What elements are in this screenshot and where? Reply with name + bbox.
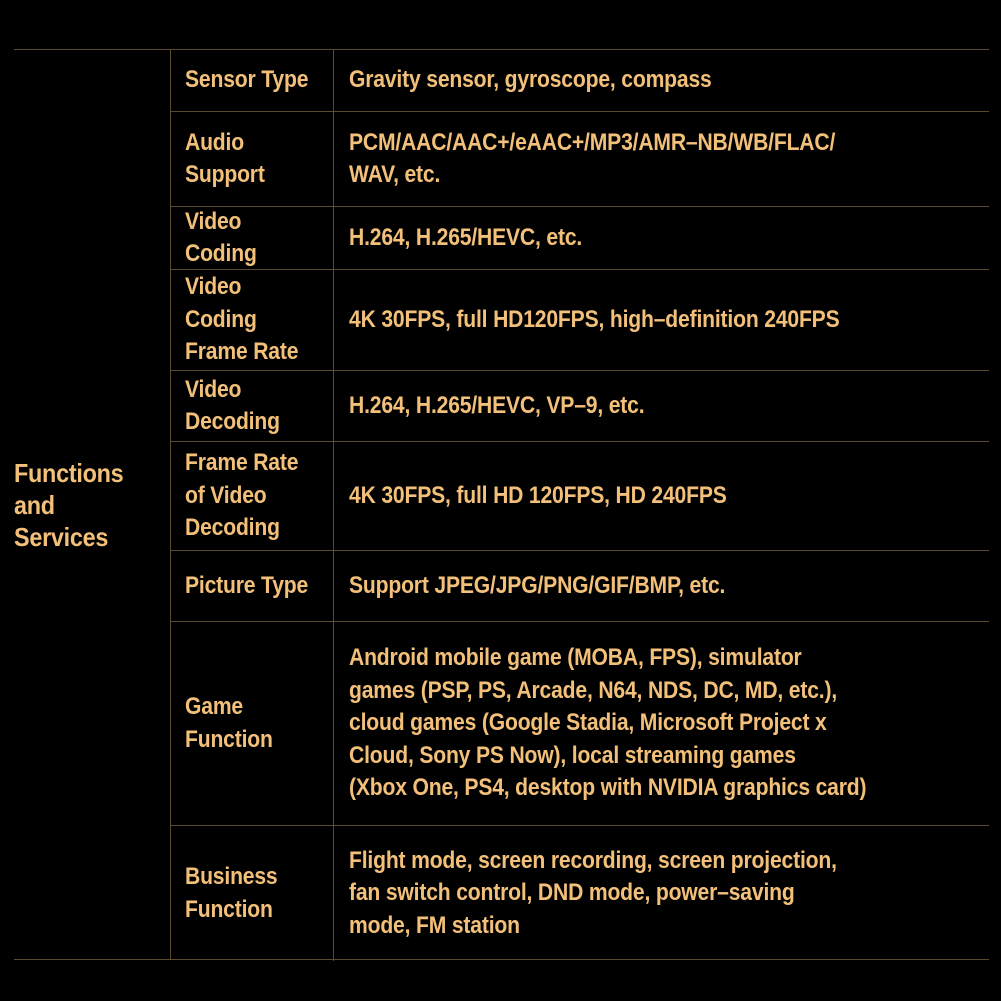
row-value-cell — [334, 270, 989, 370]
row-value-cell — [334, 442, 989, 550]
category-label: Functions and Services — [14, 457, 124, 552]
row-label-cell — [171, 270, 334, 370]
row-value-cell — [334, 112, 989, 206]
row-label: Picture Type — [185, 571, 309, 599]
spec-rows — [171, 50, 989, 961]
row-value: PCM/AAC/AAC+/eAAC+/MP3/AMR–NB/WB/FLAC/ WAV, etc. — [349, 128, 836, 188]
row-value: H.264, H.265/HEVC, VP–9, etc. — [349, 391, 645, 419]
row-label: Business Function — [185, 863, 278, 923]
row-value-cell — [334, 826, 989, 961]
row-value: Gravity sensor, gyroscope, compass — [349, 66, 712, 94]
row-label: Frame Rate of Video Decoding — [185, 449, 299, 542]
category-cell — [14, 50, 171, 959]
row-value: 4K 30FPS, full HD 120FPS, HD 240FPS — [349, 481, 727, 509]
spec-row-frame-rate-video-decoding — [171, 442, 989, 551]
row-label-cell — [171, 50, 334, 111]
spec-row-audio-support — [171, 112, 989, 207]
row-value: Android mobile game (MOBA, FPS), simulator games (PSP, PS, Arcade, N64, NDS, DC, MD, etc.), cloud games (Google Stadia, Microsoft Project x Cloud, Sony PS Now), local streaming games (Xbox One, PS4, desktop with NVIDIA graphics card) — [349, 644, 867, 802]
row-value-cell — [334, 207, 989, 269]
row-value: H.264, H.265/HEVC, etc. — [349, 223, 583, 251]
row-label: Audio Support — [185, 128, 265, 188]
row-value-cell — [334, 622, 989, 825]
row-label: Sensor Type — [185, 66, 309, 94]
row-label-cell — [171, 622, 334, 825]
spec-row-video-coding-frame-rate — [171, 270, 989, 371]
row-label-cell — [171, 207, 334, 269]
spec-row-sensor-type — [171, 50, 989, 112]
row-label-cell — [171, 371, 334, 441]
row-label: Game Function — [185, 693, 273, 753]
spec-row-video-decoding — [171, 371, 989, 442]
row-value-cell — [334, 371, 989, 441]
row-label-cell — [171, 442, 334, 550]
spec-row-picture-type — [171, 551, 989, 622]
row-value-cell — [334, 50, 989, 111]
row-label: Video Coding — [185, 207, 257, 267]
row-value: 4K 30FPS, full HD120FPS, high–definition 240FPS — [349, 305, 840, 333]
spec-table — [14, 49, 989, 960]
row-label: Video Coding Frame Rate — [185, 273, 299, 366]
spec-row-business-function — [171, 826, 989, 961]
row-label: Video Decoding — [185, 375, 280, 435]
row-label-cell — [171, 826, 334, 961]
row-value: Support JPEG/JPG/PNG/GIF/BMP, etc. — [349, 571, 726, 599]
row-label-cell — [171, 551, 334, 621]
spec-row-video-coding — [171, 207, 989, 270]
row-value: Flight mode, screen recording, screen projection, fan switch control, DND mode, power–saving mode, FM station — [349, 846, 837, 939]
spec-row-game-function — [171, 622, 989, 826]
row-value-cell — [334, 551, 989, 621]
row-label-cell — [171, 112, 334, 206]
